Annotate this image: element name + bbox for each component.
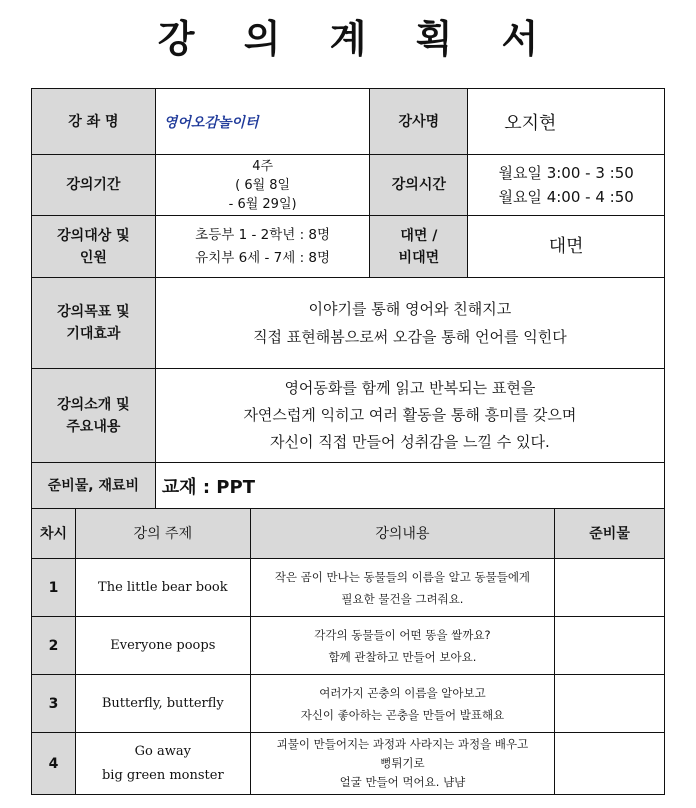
topic-cell (75, 617, 250, 675)
materials-value: 교재 : PPT (155, 463, 664, 509)
target-value (155, 216, 370, 278)
course-info-table (31, 88, 665, 509)
mode-label-line: 비대면 (398, 249, 440, 266)
target-label (32, 216, 156, 278)
instructor-value: 오지현 (468, 89, 665, 155)
content-line: 괴물이 만들어지는 과정과 사라지는 과정을 배우고 (276, 737, 529, 751)
content-cell (250, 559, 554, 617)
session-number: 3 (32, 675, 76, 733)
mode-label-line: 대면 / (400, 227, 438, 244)
topic-cell (75, 559, 250, 617)
intro-label-line: 주요내용 (66, 418, 121, 435)
table-row (32, 617, 665, 675)
goal-line: 이야기를 통해 영어와 친해지고 (308, 300, 512, 318)
period-label: 강의기간 (32, 155, 156, 216)
period-value (155, 155, 370, 216)
content-line: 작은 곰이 만나는 동물들의 이름을 알고 동물들에게 (274, 569, 531, 584)
document-title: 강 의 계 획 서 (157, 17, 557, 61)
session-number: 2 (32, 617, 76, 675)
goal-value (155, 278, 664, 369)
header-topic: 강의 주제 (75, 509, 250, 559)
table-row (32, 733, 665, 795)
materials-cell (555, 733, 665, 795)
period-line: ( 6월 8일 (235, 177, 291, 193)
content-cell (250, 675, 554, 733)
topic-line: The little bear book (98, 579, 228, 595)
topic-line: Everyone poops (110, 637, 216, 653)
content-line: 여러가지 곤충의 이름을 알아보고 (319, 685, 486, 700)
materials-label: 준비물, 재료비 (32, 463, 156, 509)
topic-cell (75, 733, 250, 795)
schedule-table (31, 508, 665, 795)
table-row (32, 559, 665, 617)
course-name-label: 강 좌 명 (32, 89, 156, 155)
intro-line: 자신이 직접 만들어 성취감을 느낄 수 있다. (270, 433, 550, 451)
content-line: 함께 관찰하고 만들어 보아요. (328, 649, 477, 664)
materials-cell (555, 559, 665, 617)
intro-label-line: 강의소개 및 (57, 396, 130, 413)
goal-label-line: 강의목표 및 (57, 304, 130, 320)
topic-line: Butterfly, butterfly (101, 695, 224, 711)
intro-value (155, 369, 664, 463)
session-number: 1 (32, 559, 76, 617)
time-line: 월요일 3:00 - 3 :50 (498, 164, 634, 182)
time-label: 강의시간 (370, 155, 468, 216)
intro-label (32, 369, 156, 463)
topic-line: big green monster (101, 767, 224, 783)
course-name-value: 영어오감놀이터 (155, 89, 370, 155)
header-materials: 준비물 (555, 509, 665, 559)
target-label-line: 강의대상 및 (57, 227, 130, 244)
table-row (32, 675, 665, 733)
target-line: 유치부 6세 - 7세 : 8명 (195, 249, 331, 266)
topic-line: Go away (134, 743, 191, 759)
content-line: 얼굴 만들어 먹어요. 냠냠 (339, 775, 466, 789)
time-line: 월요일 4:00 - 4 :50 (498, 188, 634, 206)
content-line: 뻥튀기로 (380, 756, 425, 770)
content-line: 자신이 좋아하는 곤충을 만들어 발표해요 (300, 707, 505, 722)
content-cell (250, 617, 554, 675)
intro-line: 영어동화를 함께 읽고 반복되는 표현을 (284, 379, 536, 397)
instructor-label: 강사명 (370, 89, 468, 155)
target-line: 초등부 1 - 2학년 : 8명 (195, 226, 331, 243)
intro-line: 자연스럽게 익히고 여러 활동을 통해 흥미를 갖으며 (243, 406, 577, 424)
time-value (468, 155, 665, 216)
materials-cell (555, 617, 665, 675)
content-line: 각각의 동물들이 어떤 똥을 쌀까요? (314, 627, 491, 642)
content-line: 필요한 물건을 그려줘요. (341, 591, 464, 606)
mode-value: 대면 (468, 216, 665, 278)
session-number: 4 (32, 733, 76, 795)
mode-label (370, 216, 468, 278)
topic-cell (75, 675, 250, 733)
target-label-line: 인원 (79, 249, 107, 266)
content-cell (250, 733, 554, 795)
goal-line: 직접 표현해봄으로써 오감을 통해 언어를 익힌다 (253, 328, 567, 346)
goal-label-line: 기대효과 (66, 326, 121, 342)
materials-cell (555, 675, 665, 733)
period-line: - 6월 29일) (228, 196, 297, 212)
goal-label (32, 278, 156, 369)
header-content: 강의내용 (250, 509, 554, 559)
period-line: 4주 (252, 158, 274, 174)
header-session: 차시 (32, 509, 76, 559)
